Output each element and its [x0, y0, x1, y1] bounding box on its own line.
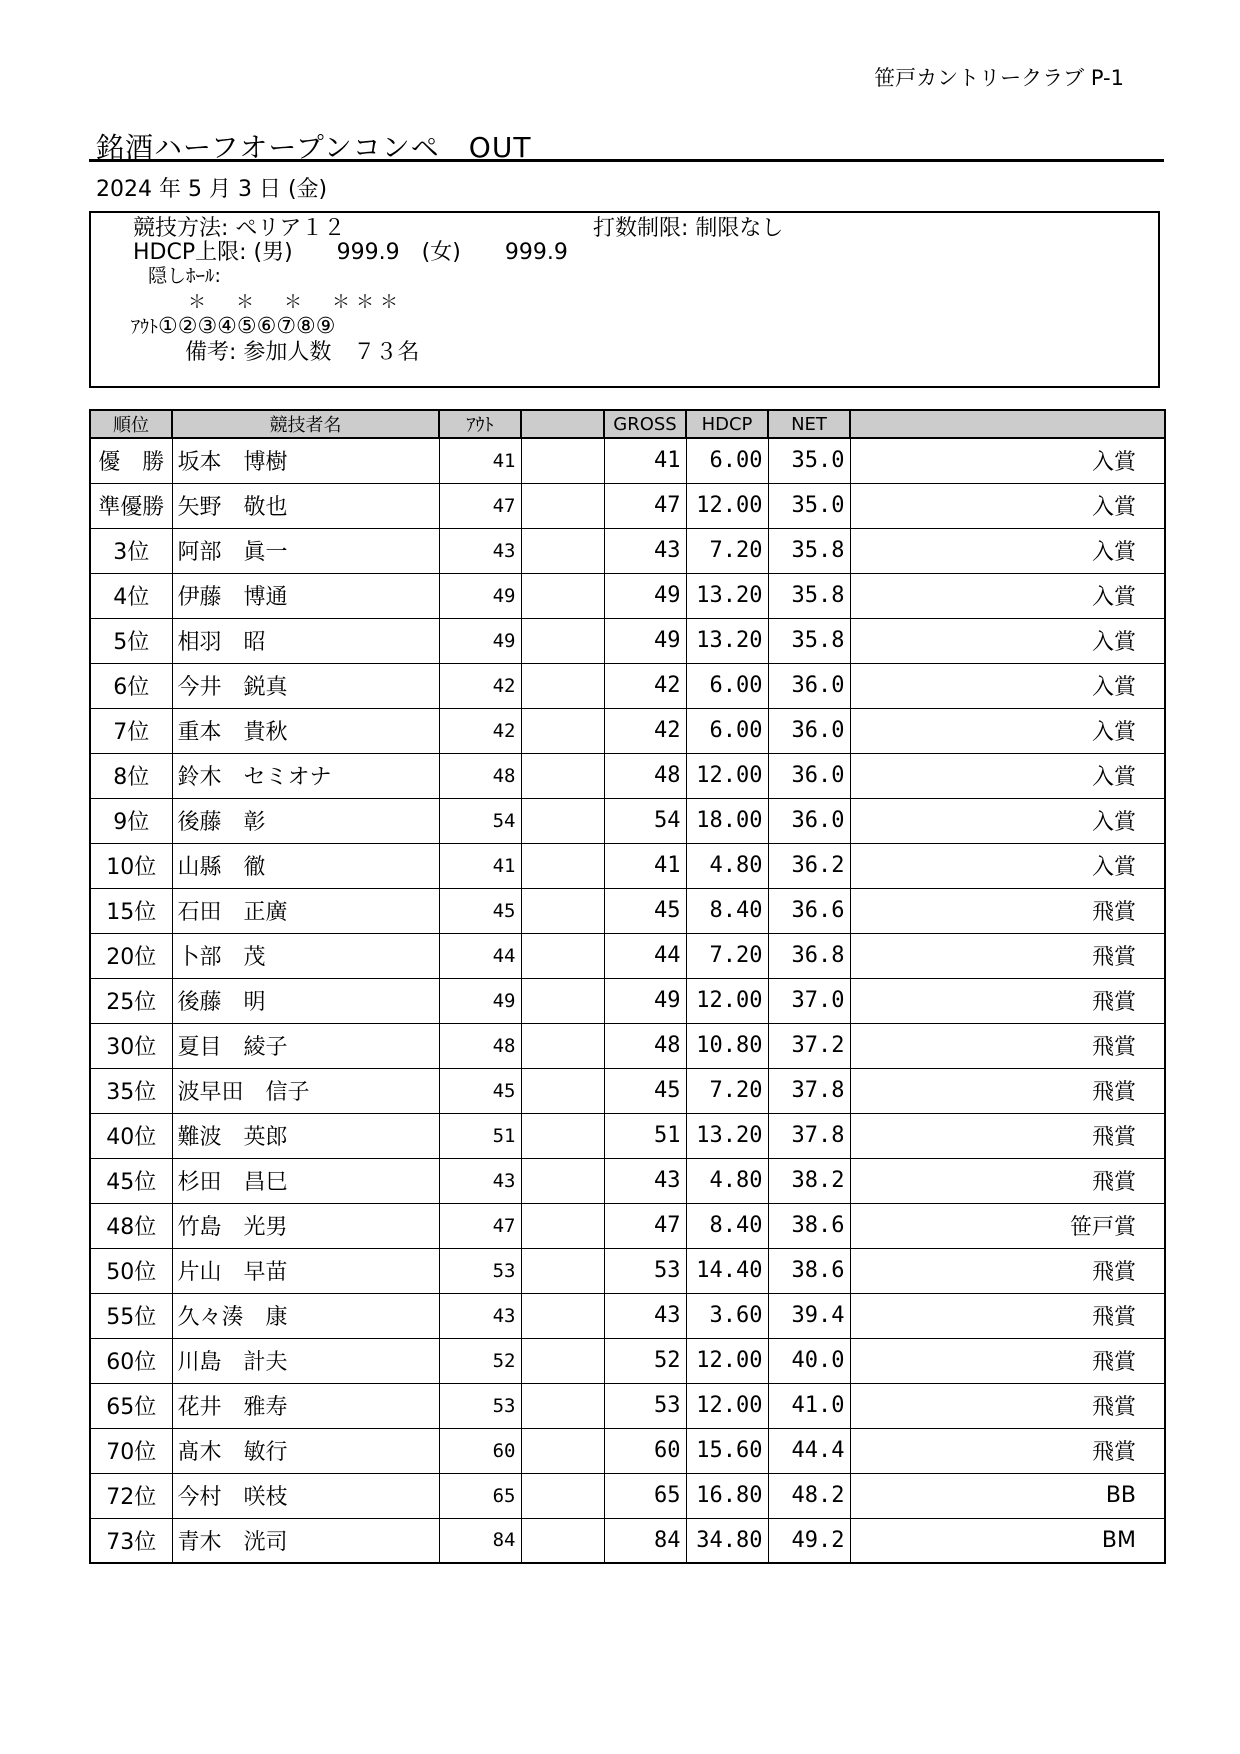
out-score-cell: 44: [439, 933, 521, 978]
net-cell: 38.6: [768, 1203, 850, 1248]
blank-cell: [521, 1158, 604, 1203]
rank-cell: 65位: [90, 1383, 172, 1428]
name-cell: 伊藤 博通: [172, 573, 439, 618]
award-cell: 入賞: [850, 798, 1165, 843]
name-cell: 花井 雅寿: [172, 1383, 439, 1428]
gross-cell: 42: [604, 663, 686, 708]
award-cell: 飛賞: [850, 1338, 1165, 1383]
gross-cell: 43: [604, 1293, 686, 1338]
net-cell: 38.6: [768, 1248, 850, 1293]
award-cell: 入賞: [850, 618, 1165, 663]
club-name: 笹戸カントリークラブ P-1: [874, 66, 1124, 90]
blank-cell: [521, 708, 604, 753]
hdcp-cell: 12.00: [686, 978, 768, 1023]
name-cell: 重本 貴秋: [172, 708, 439, 753]
rank-cell: 9位: [90, 798, 172, 843]
header-blank: [521, 410, 604, 438]
out-score-cell: 47: [439, 483, 521, 528]
gross-cell: 41: [604, 843, 686, 888]
net-cell: 37.8: [768, 1068, 850, 1113]
rank-cell: 60位: [90, 1338, 172, 1383]
award-cell: 飛賞: [850, 1428, 1165, 1473]
table-row: [90, 438, 1165, 483]
net-cell: 37.0: [768, 978, 850, 1023]
out-score-cell: 41: [439, 438, 521, 483]
hidden-hole-marks: ＊ ＊ ＊ ＊＊＊: [188, 292, 404, 313]
name-cell: 波早田 信子: [172, 1068, 439, 1113]
blank-cell: [521, 483, 604, 528]
name-cell: 卜部 茂: [172, 933, 439, 978]
table-row: [90, 528, 1165, 573]
out-score-cell: 65: [439, 1473, 521, 1518]
out-score-cell: 53: [439, 1248, 521, 1293]
blank-cell: [521, 1023, 604, 1068]
gross-cell: 47: [604, 483, 686, 528]
award-cell: 飛賞: [850, 1248, 1165, 1293]
name-cell: 山縣 徹: [172, 843, 439, 888]
blank-cell: [521, 1293, 604, 1338]
hdcp-cell: 15.60: [686, 1428, 768, 1473]
rank-cell: 3位: [90, 528, 172, 573]
table-row: [90, 798, 1165, 843]
name-cell: 難波 英郎: [172, 1113, 439, 1158]
net-cell: 36.0: [768, 663, 850, 708]
gross-cell: 48: [604, 1023, 686, 1068]
table-row: [90, 1338, 1165, 1383]
hdcp-cell: 3.60: [686, 1293, 768, 1338]
out-score-cell: 54: [439, 798, 521, 843]
gross-cell: 47: [604, 1203, 686, 1248]
blank-cell: [521, 798, 604, 843]
hdcp-cell: 6.00: [686, 708, 768, 753]
hdcp-cell: 8.40: [686, 1203, 768, 1248]
hdcp-cell: 7.20: [686, 528, 768, 573]
blank-cell: [521, 1203, 604, 1248]
blank-cell: [521, 1338, 604, 1383]
table-row: [90, 1248, 1165, 1293]
table-row: [90, 1068, 1165, 1113]
name-cell: 後藤 彰: [172, 798, 439, 843]
gross-cell: 43: [604, 1158, 686, 1203]
blank-cell: [521, 1248, 604, 1293]
blank-cell: [521, 618, 604, 663]
name-cell: 今村 咲枝: [172, 1473, 439, 1518]
table-row: [90, 1023, 1165, 1068]
blank-cell: [521, 1428, 604, 1473]
blank-cell: [521, 753, 604, 798]
award-cell: BB: [850, 1473, 1165, 1518]
table-row: [90, 1383, 1165, 1428]
table-row: [90, 978, 1165, 1023]
out-score-cell: 48: [439, 1023, 521, 1068]
award-cell: 飛賞: [850, 1383, 1165, 1428]
rank-cell: 50位: [90, 1248, 172, 1293]
hdcp-cell: 10.80: [686, 1023, 768, 1068]
name-cell: 今井 鋭真: [172, 663, 439, 708]
award-cell: 笹戸賞: [850, 1203, 1165, 1248]
net-cell: 39.4: [768, 1293, 850, 1338]
gross-cell: 54: [604, 798, 686, 843]
header-award: [850, 410, 1165, 438]
out-score-cell: 48: [439, 753, 521, 798]
gross-cell: 41: [604, 438, 686, 483]
award-cell: 飛賞: [850, 1158, 1165, 1203]
table-row: [90, 1518, 1165, 1563]
header-gross: GROSS: [604, 410, 686, 438]
hdcp-cell: 12.00: [686, 753, 768, 798]
net-cell: 35.0: [768, 438, 850, 483]
net-cell: 38.2: [768, 1158, 850, 1203]
hdcp-limit: HDCP上限: (男) 999.9 (女) 999.9: [133, 240, 568, 265]
out-score-cell: 49: [439, 618, 521, 663]
name-cell: 後藤 明: [172, 978, 439, 1023]
award-cell: 入賞: [850, 708, 1165, 753]
name-cell: 久々湊 康: [172, 1293, 439, 1338]
table-row: [90, 663, 1165, 708]
out-score-cell: 42: [439, 708, 521, 753]
net-cell: 35.8: [768, 528, 850, 573]
gross-cell: 49: [604, 618, 686, 663]
gross-cell: 53: [604, 1383, 686, 1428]
award-cell: 入賞: [850, 528, 1165, 573]
table-row: [90, 708, 1165, 753]
name-cell: 相羽 昭: [172, 618, 439, 663]
stroke-limit: 打数制限: 制限なし: [593, 216, 784, 241]
remarks: 備考: 参加人数 ７３名: [185, 340, 420, 365]
blank-cell: [521, 1473, 604, 1518]
net-cell: 35.8: [768, 573, 850, 618]
out-score-cell: 60: [439, 1428, 521, 1473]
gross-cell: 60: [604, 1428, 686, 1473]
name-cell: 片山 早苗: [172, 1248, 439, 1293]
out-label: ｱｳﾄ: [131, 317, 158, 338]
gross-cell: 49: [604, 573, 686, 618]
award-cell: 飛賞: [850, 933, 1165, 978]
rank-cell: 30位: [90, 1023, 172, 1068]
out-score-cell: 43: [439, 528, 521, 573]
out-score-cell: 47: [439, 1203, 521, 1248]
out-holes-row: [131, 316, 336, 338]
net-cell: 48.2: [768, 1473, 850, 1518]
net-cell: 44.4: [768, 1428, 850, 1473]
hdcp-cell: 13.20: [686, 573, 768, 618]
rank-cell: 25位: [90, 978, 172, 1023]
name-cell: 川島 計夫: [172, 1338, 439, 1383]
out-score-cell: 51: [439, 1113, 521, 1158]
rank-cell: 5位: [90, 618, 172, 663]
gross-cell: 84: [604, 1518, 686, 1563]
net-cell: 36.0: [768, 753, 850, 798]
rank-cell: 優 勝: [90, 438, 172, 483]
net-cell: 36.2: [768, 843, 850, 888]
blank-cell: [521, 1068, 604, 1113]
net-cell: 36.6: [768, 888, 850, 933]
rank-cell: 20位: [90, 933, 172, 978]
out-score-cell: 45: [439, 888, 521, 933]
table-row: [90, 843, 1165, 888]
gross-cell: 43: [604, 528, 686, 573]
blank-cell: [521, 933, 604, 978]
rank-cell: 準優勝: [90, 483, 172, 528]
gross-cell: 65: [604, 1473, 686, 1518]
hdcp-cell: 6.00: [686, 663, 768, 708]
gross-cell: 48: [604, 753, 686, 798]
rank-cell: 45位: [90, 1158, 172, 1203]
table-row: [90, 888, 1165, 933]
award-cell: 入賞: [850, 753, 1165, 798]
award-cell: 飛賞: [850, 1068, 1165, 1113]
header-net: NET: [768, 410, 850, 438]
name-cell: 杉田 昌巳: [172, 1158, 439, 1203]
net-cell: 36.0: [768, 708, 850, 753]
results-table: [89, 409, 1166, 1564]
award-cell: 入賞: [850, 483, 1165, 528]
award-cell: 入賞: [850, 843, 1165, 888]
rank-cell: 8位: [90, 753, 172, 798]
net-cell: 40.0: [768, 1338, 850, 1383]
table-row: [90, 618, 1165, 663]
out-score-cell: 42: [439, 663, 521, 708]
hdcp-cell: 16.80: [686, 1473, 768, 1518]
hdcp-cell: 12.00: [686, 1338, 768, 1383]
table-row: [90, 1113, 1165, 1158]
net-cell: 37.8: [768, 1113, 850, 1158]
out-score-cell: 49: [439, 573, 521, 618]
title-divider: [89, 159, 1164, 162]
header-rank: 順位: [90, 410, 172, 438]
table-row: [90, 1158, 1165, 1203]
award-cell: 入賞: [850, 573, 1165, 618]
blank-cell: [521, 1113, 604, 1158]
gross-cell: 53: [604, 1248, 686, 1293]
rank-cell: 48位: [90, 1203, 172, 1248]
net-cell: 37.2: [768, 1023, 850, 1068]
hdcp-cell: 12.00: [686, 1383, 768, 1428]
out-score-cell: 43: [439, 1158, 521, 1203]
out-score-cell: 52: [439, 1338, 521, 1383]
competition-method: 競技方法: ペリア１２: [133, 216, 346, 241]
rank-cell: 10位: [90, 843, 172, 888]
rank-cell: 15位: [90, 888, 172, 933]
header-name: 競技者名: [172, 410, 439, 438]
name-cell: 髙木 敏行: [172, 1428, 439, 1473]
table-row: [90, 1203, 1165, 1248]
award-cell: 飛賞: [850, 1023, 1165, 1068]
table-row: [90, 483, 1165, 528]
hidden-holes-label: 隠しﾎｰﾙ:: [148, 265, 221, 287]
table-row: [90, 1293, 1165, 1338]
hdcp-cell: 14.40: [686, 1248, 768, 1293]
name-cell: 竹島 光男: [172, 1203, 439, 1248]
hdcp-cell: 18.00: [686, 798, 768, 843]
blank-cell: [521, 1383, 604, 1428]
page-title: 銘酒ハーフオープンコンペ OUT: [96, 131, 532, 164]
out-score-cell: 53: [439, 1383, 521, 1428]
out-score-cell: 84: [439, 1518, 521, 1563]
rank-cell: 70位: [90, 1428, 172, 1473]
hdcp-cell: 7.20: [686, 933, 768, 978]
hdcp-cell: 6.00: [686, 438, 768, 483]
gross-cell: 42: [604, 708, 686, 753]
award-cell: BM: [850, 1518, 1165, 1563]
event-date: 2024 年 5 月 3 日 (金): [96, 177, 328, 202]
hdcp-cell: 4.80: [686, 843, 768, 888]
rank-cell: 35位: [90, 1068, 172, 1113]
table-row: [90, 1428, 1165, 1473]
net-cell: 35.8: [768, 618, 850, 663]
rank-cell: 4位: [90, 573, 172, 618]
gross-cell: 52: [604, 1338, 686, 1383]
award-cell: 飛賞: [850, 888, 1165, 933]
out-score-cell: 43: [439, 1293, 521, 1338]
header-hdcp: HDCP: [686, 410, 768, 438]
rank-cell: 72位: [90, 1473, 172, 1518]
gross-cell: 45: [604, 888, 686, 933]
rank-cell: 7位: [90, 708, 172, 753]
blank-cell: [521, 843, 604, 888]
rank-cell: 40位: [90, 1113, 172, 1158]
table-row: [90, 753, 1165, 798]
hdcp-cell: 12.00: [686, 483, 768, 528]
blank-cell: [521, 1518, 604, 1563]
name-cell: 夏目 綾子: [172, 1023, 439, 1068]
rank-cell: 73位: [90, 1518, 172, 1563]
name-cell: 鈴木 セミオナ: [172, 753, 439, 798]
competition-info-box: [89, 211, 1160, 388]
rank-cell: 55位: [90, 1293, 172, 1338]
hdcp-cell: 13.20: [686, 1113, 768, 1158]
gross-cell: 51: [604, 1113, 686, 1158]
name-cell: 青木 洸司: [172, 1518, 439, 1563]
blank-cell: [521, 528, 604, 573]
net-cell: 36.8: [768, 933, 850, 978]
gross-cell: 49: [604, 978, 686, 1023]
name-cell: 坂本 博樹: [172, 438, 439, 483]
rank-cell: 6位: [90, 663, 172, 708]
table-row: [90, 933, 1165, 978]
award-cell: 飛賞: [850, 1293, 1165, 1338]
hdcp-cell: 13.20: [686, 618, 768, 663]
gross-cell: 44: [604, 933, 686, 978]
name-cell: 石田 正廣: [172, 888, 439, 933]
blank-cell: [521, 663, 604, 708]
table-row: [90, 573, 1165, 618]
net-cell: 36.0: [768, 798, 850, 843]
blank-cell: [521, 978, 604, 1023]
blank-cell: [521, 438, 604, 483]
award-cell: 飛賞: [850, 978, 1165, 1023]
out-hole-numbers: ①②③④⑤⑥⑦⑧⑨: [158, 314, 336, 339]
out-score-cell: 49: [439, 978, 521, 1023]
award-cell: 入賞: [850, 663, 1165, 708]
award-cell: 飛賞: [850, 1113, 1165, 1158]
hdcp-cell: 7.20: [686, 1068, 768, 1113]
table-row: [90, 1473, 1165, 1518]
out-score-cell: 45: [439, 1068, 521, 1113]
gross-cell: 45: [604, 1068, 686, 1113]
blank-cell: [521, 573, 604, 618]
blank-cell: [521, 888, 604, 933]
header-out: ｱｳﾄ: [439, 410, 521, 438]
hdcp-cell: 4.80: [686, 1158, 768, 1203]
name-cell: 阿部 眞一: [172, 528, 439, 573]
out-score-cell: 41: [439, 843, 521, 888]
hdcp-cell: 8.40: [686, 888, 768, 933]
table-header-row: [90, 410, 1165, 438]
hdcp-cell: 34.80: [686, 1518, 768, 1563]
net-cell: 49.2: [768, 1518, 850, 1563]
award-cell: 入賞: [850, 438, 1165, 483]
name-cell: 矢野 敬也: [172, 483, 439, 528]
net-cell: 35.0: [768, 483, 850, 528]
net-cell: 41.0: [768, 1383, 850, 1428]
